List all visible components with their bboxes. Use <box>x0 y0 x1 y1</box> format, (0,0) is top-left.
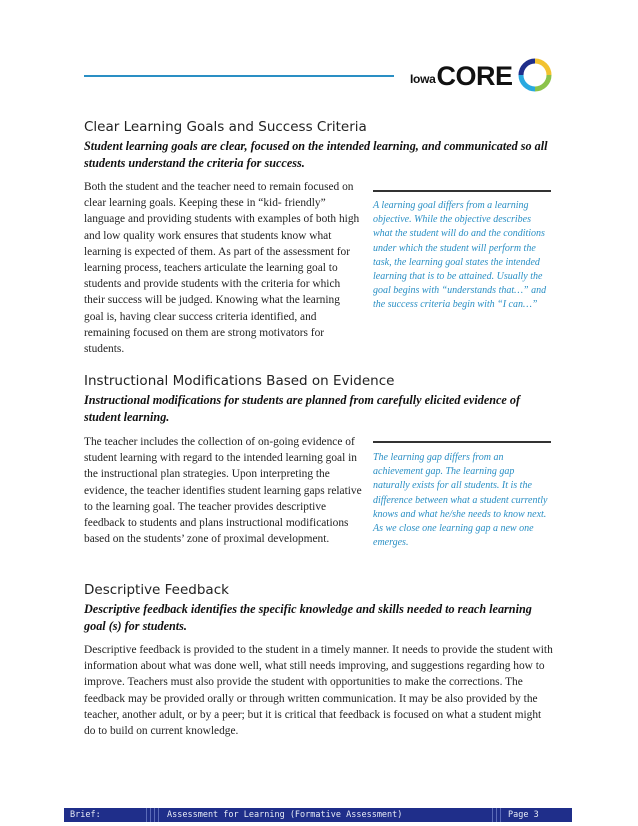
section-body-learning-goals: Both the student and the teacher need to remain focused on clear learning goals. Keeping these in “kid- friendly” language and providing students with examples of both high and low quality work ensures that students know what learning is expected of them. As part of the assessment for learning process, teachers articulate the learning goal to students and provide students with the criteria for which their success will be judged. Knowing what the learning goal is, having clear success criteria identified, and remaining focused on them are strong motivators for students. <box>84 181 360 356</box>
iowa-core-logo <box>410 50 552 90</box>
ring-icon <box>518 58 552 92</box>
header-rule <box>84 75 394 77</box>
section-heading-instructional-modifications: Instructional Modifications Based on Evidence <box>84 373 395 389</box>
footer-title: Assessment for Learning (Formative Assessment) <box>167 810 403 820</box>
section-lead-instructional-modifications: Instructional modifications for students are planned from carefully elicited evidence of student learning. <box>84 393 521 424</box>
page-footer <box>64 808 572 822</box>
footer-divider <box>150 808 151 822</box>
sidebar-note-rule <box>373 441 551 443</box>
sidebar-note-rule <box>373 190 551 192</box>
sidebar-note-learning-goal: A learning goal differs from a learning objective. While the objective describes what the student will do and the conditions under which the student will perform the task, the learning goal states the intended learning that is to be attained. Usually the goal begins with “understands that…” and the success criteria begin with “I can…” <box>373 200 547 311</box>
logo-iowa-text: Iowa <box>410 72 436 86</box>
section-lead-learning-goals: Student learning goals are clear, focused on the intended learning, and communicated so all students understand the criteria for success. <box>84 139 548 170</box>
section-body-descriptive-feedback: Descriptive feedback is provided to the student in a timely manner. It needs to provide the student with information about what was done well, what still needs improving, and suggestions regarding how to improve. Teachers must also provide the student with opportunities to make the corrections. The feedback may be provided orally or through written communication. It may be also provided by the teacher, another adult, or by a peer; but it is critical that feedback is focused on what a student might do to build on current knowledge. <box>84 644 553 738</box>
section-heading-learning-goals: Clear Learning Goals and Success Criteria <box>84 119 367 135</box>
footer-divider <box>146 808 147 822</box>
logo-core-text: CORE <box>436 61 513 91</box>
footer-divider <box>158 808 159 822</box>
footer-page-number: Page 3 <box>508 810 539 820</box>
section-lead-descriptive-feedback: Descriptive feedback identifies the specific knowledge and skills needed to reach learning goal (s) for students. <box>84 602 532 633</box>
footer-divider <box>500 808 501 822</box>
footer-label: Brief: <box>70 810 101 820</box>
section-body-instructional-modifications: The teacher includes the collection of on-going evidence of student learning with regard to the intended learning goal in the instructional plan strategies. Upon interpreting the evidence, the teacher identifies student learning gaps relative to the learning goal. The teacher provides descriptive feedback to students and plans instructional modifications based on the students’ zone of proximal development. <box>84 436 362 546</box>
footer-divider <box>496 808 497 822</box>
sidebar-note-learning-gap: The learning gap differs from an achievement gap. The learning gap naturally exists for all students. It is the difference between what a student currently knows and what he/she needs to know next. As we close one learning gap a new one emerges. <box>373 452 548 549</box>
section-heading-descriptive-feedback: Descriptive Feedback <box>84 582 229 598</box>
footer-divider <box>154 808 155 822</box>
footer-divider <box>492 808 493 822</box>
